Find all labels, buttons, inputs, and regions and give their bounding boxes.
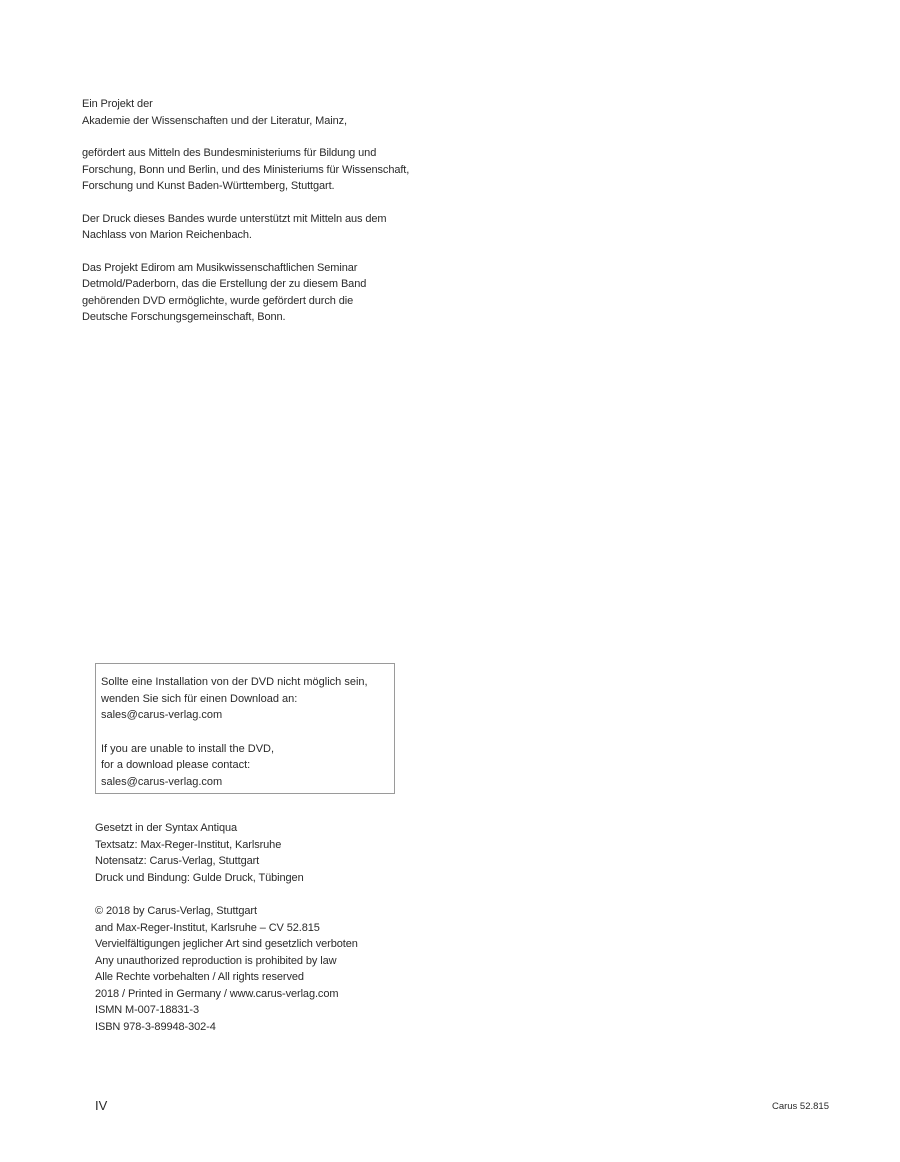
copyright-line: and Max-Reger-Institut, Karlsruhe – CV 52.815 bbox=[95, 921, 320, 934]
dvd-notice-english-line: for a download please contact: bbox=[101, 759, 251, 771]
catalog-number: Carus 52.815 bbox=[771, 1101, 829, 1112]
dvd-notice-german-line: wenden Sie sich für einen Download an: bbox=[101, 692, 298, 705]
edirom-line: Das Projekt Edirom am Musikwissenschaftlichen Seminar bbox=[82, 261, 358, 274]
dvd-notice-german-line: Sollte eine Installation von der DVD nicht möglich sein, bbox=[101, 676, 368, 688]
isbn-line: ISBN 978-3-89948-302-4 bbox=[95, 1020, 216, 1033]
intro-block bbox=[82, 96, 409, 326]
copyright-block bbox=[95, 903, 358, 1035]
credit-line: Textsatz: Max-Reger-Institut, Karlsruhe bbox=[95, 838, 282, 851]
print-support-line: Nachlass von Marion Reichenbach. bbox=[82, 229, 252, 241]
credit-line: Notensatz: Carus-Verlag, Stuttgart bbox=[95, 855, 260, 867]
credits-block bbox=[95, 820, 304, 886]
copyright-line: Any unauthorized reproduction is prohibited by law bbox=[95, 954, 337, 967]
ismn-line: ISMN M-007-18831-3 bbox=[95, 1004, 199, 1016]
print-support-line: Der Druck dieses Bandes wurde unterstützt mit Mitteln aus dem bbox=[82, 212, 387, 225]
edirom-line: Deutsche Forschungsgemeinschaft, Bonn. bbox=[82, 311, 286, 323]
copyright-line: Alle Rechte vorbehalten / All rights reserved bbox=[95, 971, 304, 983]
dvd-contact-email: sales@carus-verlag.com bbox=[101, 775, 223, 788]
edirom-line: Detmold/Paderborn, das die Erstellung der zu diesem Band bbox=[82, 278, 367, 290]
funding-line: Forschung und Kunst Baden-Württemberg, Stuttgart. bbox=[82, 180, 335, 192]
project-line: Ein Projekt der bbox=[82, 98, 153, 110]
credit-line: Gesetzt in der Syntax Antiqua bbox=[95, 822, 238, 834]
project-line: Akademie der Wissenschaften und der Literatur, Mainz, bbox=[82, 114, 347, 127]
copyright-line: Vervielfältigungen jeglicher Art sind gesetzlich verboten bbox=[95, 938, 358, 950]
dvd-notice-box bbox=[95, 663, 395, 794]
copyright-line: 2018 / Printed in Germany / www.carus-verlag.com bbox=[95, 987, 339, 1000]
dvd-contact-email: sales@carus-verlag.com bbox=[101, 709, 223, 721]
edirom-line: gehörenden DVD ermöglichte, wurde gefördert durch die bbox=[82, 294, 354, 307]
funding-line: gefördert aus Mitteln des Bundesministeriums für Bildung und bbox=[82, 147, 377, 159]
dvd-notice-english-line: If you are unable to install the DVD, bbox=[101, 742, 275, 755]
copyright-line: © 2018 by Carus-Verlag, Stuttgart bbox=[95, 905, 257, 917]
page-number: IV bbox=[95, 1098, 108, 1113]
credit-line: Druck und Bindung: Gulde Druck, Tübingen bbox=[95, 871, 304, 884]
funding-line: Forschung, Bonn und Berlin, und des Ministeriums für Wissenschaft, bbox=[82, 163, 410, 176]
